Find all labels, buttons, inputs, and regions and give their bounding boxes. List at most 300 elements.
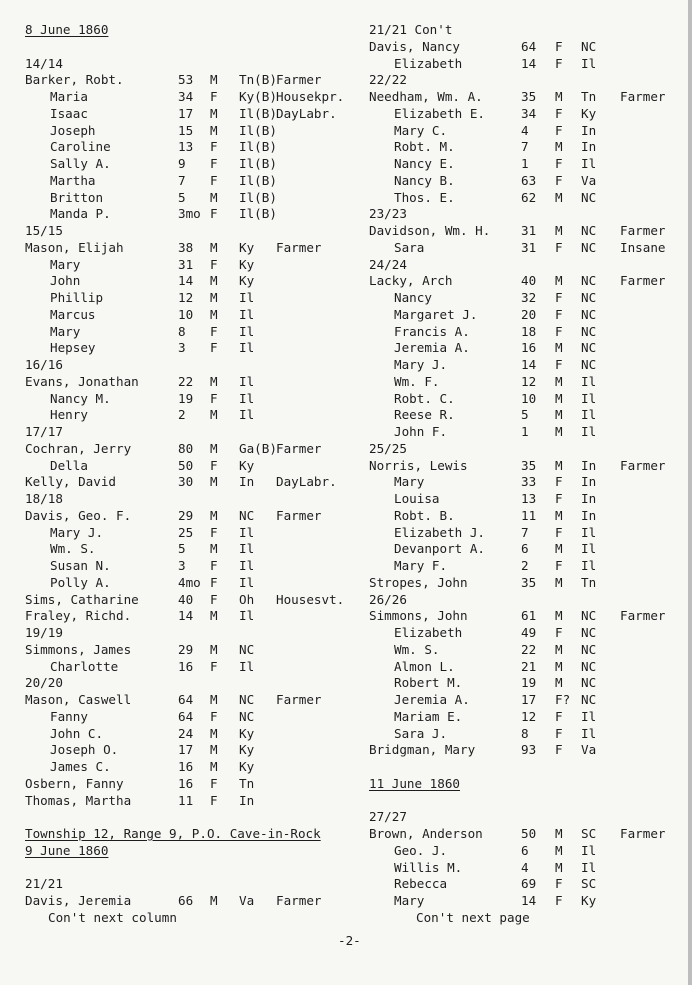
person-row xyxy=(369,843,687,860)
person-age: 16 xyxy=(521,340,537,356)
person-name: Britton xyxy=(50,189,104,205)
person-occupation: Insane xyxy=(620,239,666,255)
person-name: Mary J. xyxy=(394,357,448,372)
person-sex: F xyxy=(210,340,218,356)
person-row xyxy=(369,491,687,508)
person-occupation: Farmer xyxy=(276,440,322,456)
person-sex: M xyxy=(210,725,218,741)
person-age: 35 xyxy=(521,574,537,590)
person-birthplace: Il xyxy=(581,541,597,557)
person-age: 13 xyxy=(521,491,537,506)
person-birthplace: Oh xyxy=(239,591,255,607)
person-row xyxy=(369,458,687,475)
person-sex: F xyxy=(210,775,218,791)
person-birthplace: Ga(B) xyxy=(239,440,277,456)
person-age: 14 xyxy=(521,893,537,908)
person-row xyxy=(25,190,357,207)
person-row xyxy=(369,190,687,207)
person-sex: F xyxy=(210,591,218,607)
person-row xyxy=(25,391,357,408)
household-number xyxy=(25,223,357,240)
person-age: 10 xyxy=(178,306,194,322)
person-name: Brown, Anderson xyxy=(369,826,483,841)
person-age: 9 xyxy=(178,156,186,171)
person-occupation: Farmer xyxy=(620,273,666,289)
person-birthplace: Il xyxy=(581,558,597,573)
person-age: 6 xyxy=(521,541,529,557)
person-name: Robt. B. xyxy=(394,507,455,523)
person-name: Elizabeth J. xyxy=(394,524,485,540)
person-birthplace: Il(B) xyxy=(239,172,277,188)
person-name: Robt. C. xyxy=(394,390,455,406)
person-name: Phillip xyxy=(50,290,104,305)
person-sex: M xyxy=(555,189,563,205)
blank-line xyxy=(369,759,687,776)
household-label: 15/15 xyxy=(25,223,63,238)
household-number xyxy=(369,257,687,274)
person-sex: M xyxy=(555,424,563,439)
person-age: 12 xyxy=(521,373,537,389)
person-birthplace: Il xyxy=(239,390,255,406)
person-age: 29 xyxy=(178,507,194,523)
household-number xyxy=(369,809,687,826)
person-birthplace: Va xyxy=(239,893,255,908)
person-birthplace: In xyxy=(581,474,597,490)
person-birthplace: Il(B) xyxy=(239,105,277,121)
person-row xyxy=(25,106,357,123)
person-birthplace: In xyxy=(239,474,255,490)
person-row xyxy=(25,592,357,609)
person-name: Simmons, James xyxy=(25,641,132,657)
person-age: 3 xyxy=(178,558,186,573)
right-column xyxy=(369,22,687,927)
person-name: Sara xyxy=(394,239,425,255)
household-number xyxy=(25,675,357,692)
person-age: 17 xyxy=(178,742,194,758)
person-birthplace: In xyxy=(581,122,597,138)
person-name: Davidson, Wm. H. xyxy=(369,223,491,238)
person-name: Barker, Robt. xyxy=(25,72,124,88)
person-row xyxy=(25,742,357,759)
person-row xyxy=(369,424,687,441)
person-age: 16 xyxy=(178,759,194,774)
heading-text: 11 June 1860 xyxy=(369,775,460,791)
household-label: 27/27 xyxy=(369,809,407,825)
person-name: Mary xyxy=(394,893,425,908)
person-name: Francis A. xyxy=(394,323,470,339)
person-row xyxy=(369,307,687,324)
person-row xyxy=(369,692,687,709)
person-name: Della xyxy=(50,457,88,473)
heading-text: 9 June 1860 xyxy=(25,842,109,858)
person-row xyxy=(369,608,687,625)
person-sex: F xyxy=(555,306,563,322)
person-birthplace: Il xyxy=(239,290,255,305)
person-birthplace: In xyxy=(239,792,255,808)
household-number xyxy=(25,491,357,508)
person-age: 21 xyxy=(521,658,537,674)
page-edge-shadow xyxy=(688,0,692,985)
person-age: 63 xyxy=(521,172,537,188)
person-name: Robert M. xyxy=(394,675,463,691)
person-sex: F xyxy=(555,38,563,54)
person-sex: M xyxy=(210,239,218,255)
person-age: 34 xyxy=(521,105,537,121)
person-sex: F xyxy=(555,323,563,339)
person-birthplace: Va xyxy=(581,172,597,188)
left-column xyxy=(25,22,357,927)
person-row xyxy=(25,575,357,592)
person-name: Joseph O. xyxy=(50,742,119,758)
person-name: Mariam E. xyxy=(394,708,463,724)
household-number xyxy=(369,206,687,223)
person-name: Stropes, John xyxy=(369,574,468,590)
note-text: Con't next page xyxy=(416,909,530,925)
person-age: 22 xyxy=(521,641,537,657)
person-row xyxy=(25,139,357,156)
person-sex: F xyxy=(210,524,218,540)
person-name: Marcus xyxy=(50,306,96,322)
person-birthplace: Ky xyxy=(581,893,597,908)
person-birthplace: NC xyxy=(581,675,597,691)
person-birthplace: Il xyxy=(581,407,597,423)
blank-line xyxy=(25,39,357,56)
person-sex: M xyxy=(555,842,563,858)
person-sex: F xyxy=(555,172,563,188)
person-birthplace: Il xyxy=(581,390,597,406)
person-sex: M xyxy=(555,373,563,389)
person-age: 1 xyxy=(521,424,529,439)
person-birthplace: NC xyxy=(581,608,597,624)
person-sex: M xyxy=(210,608,218,624)
person-age: 7 xyxy=(178,172,186,188)
person-age: 3 xyxy=(178,340,186,356)
person-row xyxy=(25,340,357,357)
person-age: 3mo xyxy=(178,206,201,222)
person-occupation: DayLabr. xyxy=(276,105,337,121)
person-age: 10 xyxy=(521,390,537,406)
person-name: Davis, Geo. F. xyxy=(25,507,132,523)
person-name: Devanport A. xyxy=(394,541,485,557)
person-row xyxy=(369,89,687,106)
person-name: Fraley, Richd. xyxy=(25,608,132,624)
person-name: Sally A. xyxy=(50,156,111,171)
person-row xyxy=(25,374,357,391)
person-age: 20 xyxy=(521,306,537,322)
person-name: Lacky, Arch xyxy=(369,273,453,289)
person-name: Mary xyxy=(50,323,81,339)
person-age: 7 xyxy=(521,139,529,155)
person-row xyxy=(25,659,357,676)
person-age: 14 xyxy=(178,273,194,289)
section-heading xyxy=(369,776,687,793)
person-birthplace: NC xyxy=(581,357,597,372)
person-age: 24 xyxy=(178,725,194,741)
person-name: Isaac xyxy=(50,105,88,121)
person-sex: F xyxy=(555,742,563,758)
person-birthplace: In xyxy=(581,139,597,155)
person-name: Hepsey xyxy=(50,340,96,356)
person-age: 40 xyxy=(178,591,194,607)
person-sex: M xyxy=(210,407,218,423)
person-name: Polly A. xyxy=(50,574,111,590)
person-age: 33 xyxy=(521,474,537,490)
person-occupation: Farmer xyxy=(276,72,322,88)
person-sex: M xyxy=(210,72,218,88)
person-age: 17 xyxy=(521,692,537,707)
person-sex: M xyxy=(555,574,563,590)
person-name: Margaret J. xyxy=(394,306,478,322)
person-age: 19 xyxy=(521,675,537,691)
person-name: Thos. E. xyxy=(394,189,455,205)
heading-text: 8 June 1860 xyxy=(25,22,109,37)
person-row xyxy=(25,776,357,793)
person-age: 12 xyxy=(521,708,537,724)
person-row xyxy=(369,273,687,290)
person-sex: F xyxy=(555,876,563,892)
person-row xyxy=(369,826,687,843)
section-heading xyxy=(25,826,357,843)
person-sex: M xyxy=(555,139,563,155)
person-age: 4 xyxy=(521,859,529,875)
person-sex: F xyxy=(210,206,218,222)
household-number xyxy=(369,22,687,39)
person-row xyxy=(369,474,687,491)
person-row xyxy=(369,56,687,73)
person-row xyxy=(369,659,687,676)
person-age: 80 xyxy=(178,440,194,456)
person-birthplace: NC xyxy=(581,306,597,322)
person-name: Wm. S. xyxy=(394,641,440,657)
person-age: 14 xyxy=(178,608,194,624)
person-sex: M xyxy=(555,541,563,557)
person-row xyxy=(25,558,357,575)
person-birthplace: NC xyxy=(581,239,597,255)
person-row xyxy=(369,742,687,759)
person-age: 14 xyxy=(521,357,537,372)
page-number: -2- xyxy=(338,933,361,948)
person-birthplace: Il xyxy=(239,574,255,590)
person-row xyxy=(25,759,357,776)
person-name: Joseph xyxy=(50,122,96,138)
person-birthplace: NC xyxy=(581,692,597,707)
person-name: Jeremia A. xyxy=(394,692,470,707)
person-name: Kelly, David xyxy=(25,474,116,490)
section-heading xyxy=(25,843,357,860)
person-sex: F xyxy=(555,708,563,724)
person-age: 7 xyxy=(521,524,529,540)
person-name: John F. xyxy=(394,424,448,439)
person-row xyxy=(25,324,357,341)
person-name: Mason, Elijah xyxy=(25,239,124,255)
person-sex: F xyxy=(210,390,218,406)
person-birthplace: In xyxy=(581,491,597,506)
person-name: Henry xyxy=(50,407,88,423)
person-row xyxy=(369,340,687,357)
person-name: James C. xyxy=(50,759,111,774)
person-birthplace: Il(B) xyxy=(239,156,277,171)
person-name: Cochran, Jerry xyxy=(25,440,132,456)
household-label: 18/18 xyxy=(25,491,63,506)
person-birthplace: Il(B) xyxy=(239,206,277,222)
person-age: 18 xyxy=(521,323,537,339)
person-name: Mason, Caswell xyxy=(25,692,132,707)
person-name: Norris, Lewis xyxy=(369,457,468,473)
person-sex: F xyxy=(555,524,563,540)
person-birthplace: Ky xyxy=(239,239,255,255)
person-sex: M xyxy=(210,373,218,389)
person-occupation: Farmer xyxy=(620,457,666,473)
person-row xyxy=(369,173,687,190)
person-age: 40 xyxy=(521,273,537,289)
person-sex: F xyxy=(555,105,563,121)
person-age: 35 xyxy=(521,89,537,104)
person-sex: M xyxy=(210,474,218,490)
person-sex: M xyxy=(210,105,218,121)
person-birthplace: NC xyxy=(581,641,597,657)
person-name: Martha xyxy=(50,172,96,188)
person-sex: M xyxy=(555,658,563,674)
person-birthplace: Il xyxy=(239,608,255,624)
person-name: Nancy E. xyxy=(394,156,455,171)
person-name: Mary xyxy=(50,256,81,272)
person-row xyxy=(369,290,687,307)
person-sex: F xyxy=(555,156,563,171)
person-name: Mary F. xyxy=(394,558,448,573)
person-sex: M xyxy=(555,608,563,624)
person-name: Sims, Catharine xyxy=(25,591,139,607)
person-age: 38 xyxy=(178,239,194,255)
person-birthplace: Il xyxy=(239,658,255,674)
person-row xyxy=(369,407,687,424)
person-sex: M xyxy=(210,541,218,557)
person-name: Nancy xyxy=(394,290,432,305)
person-name: Davis, Jeremia xyxy=(25,893,132,908)
person-row xyxy=(369,123,687,140)
person-sex: F xyxy=(555,55,563,71)
person-birthplace: Ky xyxy=(239,759,255,774)
person-row xyxy=(25,290,357,307)
person-name: Elizabeth xyxy=(394,55,463,71)
person-sex: M xyxy=(555,89,563,104)
person-name: Davis, Nancy xyxy=(369,38,460,54)
person-row xyxy=(369,575,687,592)
person-row xyxy=(25,72,357,89)
household-number xyxy=(25,876,357,893)
person-name: Elizabeth E. xyxy=(394,105,485,121)
person-age: 25 xyxy=(178,524,194,540)
person-name: Charlotte xyxy=(50,658,119,674)
section-heading xyxy=(25,22,357,39)
person-sex: F xyxy=(555,725,563,741)
person-row xyxy=(25,173,357,190)
household-label: 17/17 xyxy=(25,424,63,439)
person-age: 93 xyxy=(521,742,537,758)
person-birthplace: NC xyxy=(239,708,255,724)
person-sex: M xyxy=(210,641,218,657)
person-row xyxy=(25,525,357,542)
person-name: Nancy B. xyxy=(394,172,455,188)
person-age: 5 xyxy=(178,541,186,557)
person-birthplace: NC xyxy=(581,273,597,289)
person-row xyxy=(25,608,357,625)
person-age: 64 xyxy=(178,692,194,707)
person-sex: F xyxy=(555,357,563,372)
person-age: 17 xyxy=(178,105,194,121)
person-birthplace: Tn(B) xyxy=(239,72,277,88)
person-age: 16 xyxy=(178,658,194,674)
person-birthplace: Il xyxy=(581,708,597,724)
person-birthplace: Ky xyxy=(239,742,255,758)
person-sex: M xyxy=(210,507,218,523)
person-age: 8 xyxy=(178,323,186,339)
person-name: John xyxy=(50,273,81,289)
person-age: 8 xyxy=(521,725,529,741)
person-birthplace: NC xyxy=(239,692,255,707)
blank-line xyxy=(25,860,357,877)
person-sex: M xyxy=(555,407,563,423)
person-age: 66 xyxy=(178,893,194,908)
person-birthplace: Il xyxy=(239,306,255,322)
person-sex: F xyxy=(210,172,218,188)
household-number xyxy=(369,441,687,458)
blank-line xyxy=(369,793,687,810)
person-name: Mary J. xyxy=(50,524,104,540)
person-age: 5 xyxy=(178,189,186,205)
household-number xyxy=(369,592,687,609)
person-age: 61 xyxy=(521,608,537,624)
person-row xyxy=(25,89,357,106)
person-sex: M xyxy=(210,893,218,908)
household-label: 23/23 xyxy=(369,206,407,222)
person-age: 6 xyxy=(521,842,529,858)
person-sex: F xyxy=(210,256,218,272)
person-age: 69 xyxy=(521,876,537,892)
person-sex: M xyxy=(555,507,563,523)
person-row xyxy=(25,793,357,810)
person-row xyxy=(25,709,357,726)
household-number xyxy=(25,357,357,374)
person-birthplace: Ky xyxy=(239,273,255,289)
person-age: 5 xyxy=(521,407,529,423)
person-name: Jeremia A. xyxy=(394,340,470,356)
continuation-note xyxy=(25,910,357,927)
person-birthplace: Ky xyxy=(581,105,597,121)
household-label: 25/25 xyxy=(369,440,407,456)
person-birthplace: Il xyxy=(581,156,597,171)
person-birthplace: Il xyxy=(581,842,597,858)
person-row xyxy=(369,558,687,575)
person-name: Sara J. xyxy=(394,725,448,741)
person-row xyxy=(369,39,687,56)
person-sex: M xyxy=(555,457,563,473)
person-birthplace: Ky xyxy=(239,457,255,473)
person-age: 62 xyxy=(521,189,537,205)
person-row xyxy=(25,273,357,290)
person-birthplace: Ky xyxy=(239,725,255,741)
person-sex: M xyxy=(555,340,563,356)
household-label: 22/22 xyxy=(369,72,407,88)
person-birthplace: Il xyxy=(239,541,255,557)
person-birthplace: Il xyxy=(239,340,255,356)
person-row xyxy=(25,642,357,659)
person-birthplace: Ky xyxy=(239,256,255,272)
person-age: 32 xyxy=(521,290,537,305)
person-occupation: Farmer xyxy=(276,507,322,523)
person-sex: M xyxy=(555,675,563,691)
person-sex: M xyxy=(210,759,218,774)
person-name: Wm. S. xyxy=(50,541,96,557)
